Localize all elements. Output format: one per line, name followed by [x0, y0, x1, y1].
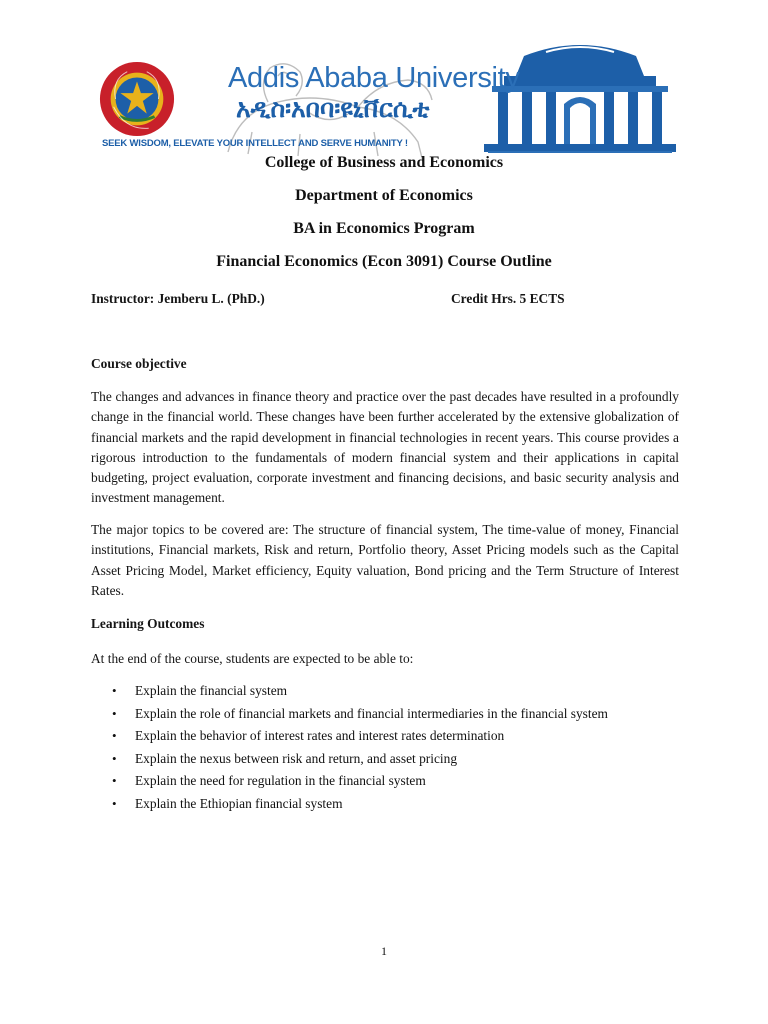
instructor-label: Instructor: Jemberu L. (PhD.) — [91, 291, 265, 306]
university-name: Addis Ababa University — [228, 62, 520, 94]
university-seal-icon — [98, 60, 176, 138]
credit-hours: Credit Hrs. 5 ECTS — [451, 291, 565, 306]
list-item: • Explain the behavior of interest rates and interest rates determination — [112, 726, 608, 749]
list-item: • Explain the nexus between risk and return, and asset pricing — [112, 749, 608, 772]
page-number: 1 — [381, 944, 387, 958]
course-title: Financial Economics (Econ 3091) Course Outline — [216, 253, 552, 270]
list-item: • Explain the role of financial markets and financial intermediaries in the financial system — [112, 704, 608, 727]
learning-outcomes-heading: Learning Outcomes — [91, 616, 205, 631]
course-objective-heading: Course objective — [91, 356, 187, 371]
objective-paragraph-1: The changes and advances in finance theory and practice over the past decades have resulted in a profoundly change in the financial world. These changes have been further accelerated by the extensive globalization of financial markets and the rapid development in financial technologies in recent years. This course provides a rigorous introduction to the fundamentals of modern financial system and their applications in capital budgeting, project evaluation, corporate investment and financing decisions, and basic security analysis and investment management. — [91, 389, 679, 506]
university-motto: SEEK WISDOM, ELEVATE YOUR INTELLECT AND SERVE HUMANITY ! — [102, 138, 408, 149]
outcomes-list — [112, 681, 608, 816]
department-heading: Department of Economics — [295, 187, 473, 204]
list-item: • Explain the Ethiopian financial system — [112, 794, 608, 817]
university-banner — [96, 40, 676, 155]
college-heading: College of Business and Economics — [264, 154, 504, 171]
program-heading: BA in Economics Program — [293, 220, 475, 237]
objective-paragraph-2: The major topics to be covered are: The structure of financial system, The time-value of money, Financial institutions, Financial markets, Risk and return, Portfolio theory, Asset Pricing models such as the Capital Asset Pricing Model, Market efficiency, Equity valuation, Bond pricing and the Term Structure of Interest Rates. — [91, 522, 679, 598]
list-item: • Explain the financial system — [112, 681, 608, 704]
university-name-amharic: አዲስ፡አበባ፡ዩኒቨርሲቲ — [236, 94, 430, 123]
outcomes-intro: At the end of the course, students are expected to be able to: — [91, 651, 414, 666]
university-building-icon — [484, 40, 676, 155]
list-item: • Explain the need for regulation in the financial system — [112, 771, 608, 794]
